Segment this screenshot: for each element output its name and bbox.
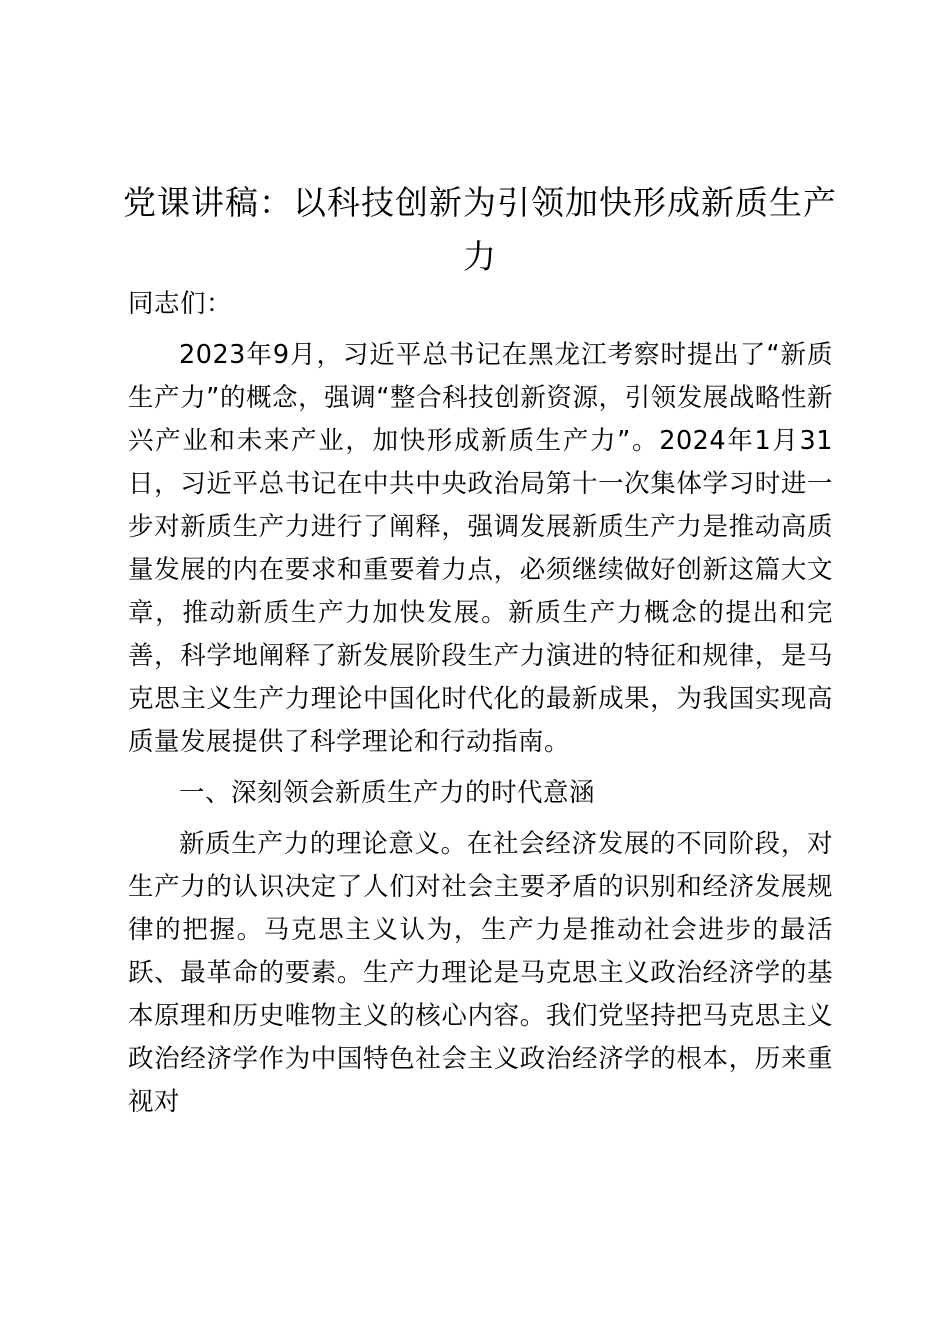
- section-heading: 一、深刻领会新质生产力的时代意涵: [179, 778, 596, 808]
- document-body: [128, 283, 833, 1124]
- paragraph-theory: 新质生产力的理论意义。在社会经济发展的不同阶段，对生产力的认识决定了人们对社会主要矛盾的识别和经济发展规律的把握。马克思主义认为，生产力是推动社会进步的最活跃、最革命的要素。生产力理论是马克思主义政治经济学的基本原理和历史唯物主义的核心内容。我们党坚持把马克思主义政治经济学作为中国特色社会主义政治经济学的根本，历来重视对: [128, 829, 833, 1117]
- paragraph-intro: 2023年9月，习近平总书记在黑龙江考察时提出了“新质生产力”的概念，强调“整合科技创新资源，引领发展战略性新兴产业和未来产业，加快形成新质生产力”。2024年1月31日，习近平总书记在中共中央政治局第十一次集体学习时进一步对新质生产力进行了阐释，强调发展新质生产力是推动高质量发展的内在要求和重要着力点，必须继续做好创新这篇大文章，推动新质生产力加快发展。新质生产力概念的提出和完善，科学地阐释了新发展阶段生产力演进的特征和规律，是马克思主义生产力理论中国化时代化的最新成果，为我国实现高质量发展提供了科学理论和行动指南。: [128, 340, 833, 757]
- salutation: 同志们：: [128, 289, 233, 319]
- document-title: 党课讲稿：以科技创新为引领加快形成新质生产力: [123, 183, 837, 276]
